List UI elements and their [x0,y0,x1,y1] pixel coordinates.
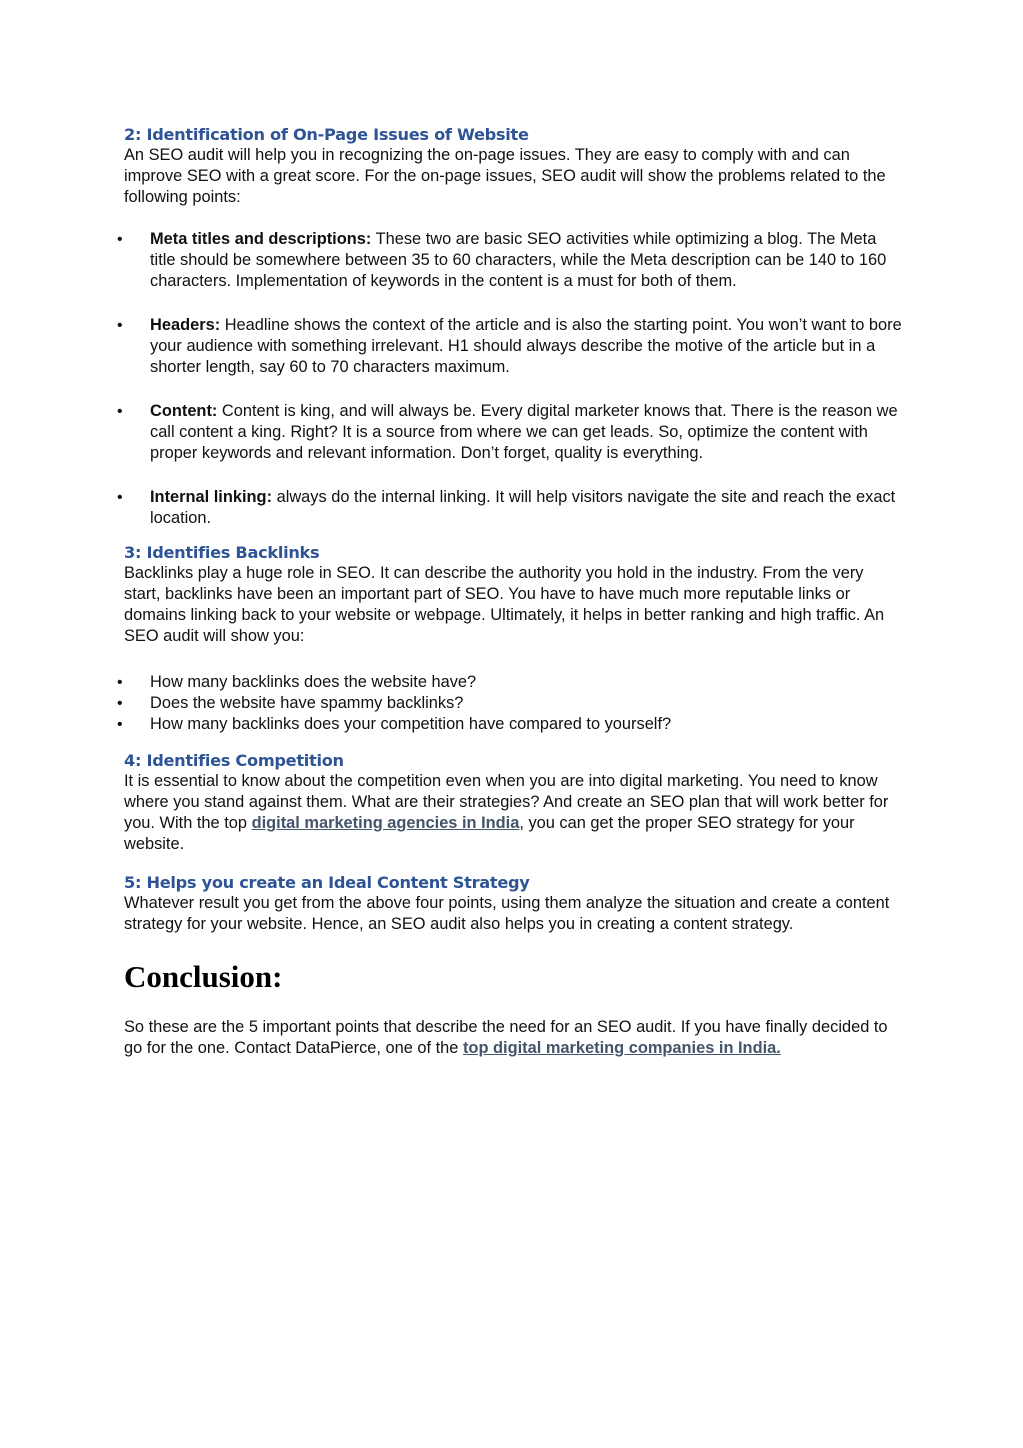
section-5-heading: 5: Helps you create an Ideal Content Strategy [124,873,530,892]
list-item-text: always do the internal linking. It will help visitors navigate the site and reach the exact location. [150,488,896,527]
section-2-list [124,229,904,529]
list-item: • How many backlinks does your competition have compared to yourself? [124,714,904,735]
conclusion-text-before: So these are the 5 important points that describe the need for an SEO audit. If you have finally decided to go for the one. Contact DataPierce, one of the [124,1018,888,1057]
section-3-list [124,672,904,735]
list-item: • Does the website have spammy backlinks? [124,693,904,714]
list-item-term: Meta titles and descriptions: [150,230,372,248]
list-item-text: Content is king, and will always be. Every digital marketer knows that. There is the reason we call content a king. Right? It is a source from where we can get leads. So, optimize the content with proper keywords and relevant information. Don’t forget, quality is everything. [150,402,898,462]
section-3-heading: 3: Identifies Backlinks [124,543,320,562]
list-item-term: Headers: [150,316,221,334]
document-page [124,123,904,1059]
list-item [124,401,904,464]
conclusion-heading: Conclusion: [124,959,283,994]
section-2-intro: An SEO audit will help you in recognizing the on-page issues. They are easy to comply with and can improve SEO with a great score. For the on-page issues, SEO audit will show the problems related to the following points: [124,146,886,206]
section-4-text-before: It is essential to know about the competition even when you are into digital marketing. You need to know where you stand against them. What are their strategies? And create an SEO plan that will work better for you. With the top [124,772,889,832]
section-5-text: Whatever result you get from the above four points, using them analyze the situation and create a content strategy for your website. Hence, an SEO audit also helps you in creating a content strategy. [124,894,890,933]
agencies-link[interactable]: digital marketing agencies in India [251,814,520,832]
companies-link[interactable]: top digital marketing companies in India. [462,1039,781,1057]
list-item-term: Internal linking: [150,488,273,506]
list-item [124,229,904,292]
section-4-text [124,771,904,855]
list-item: • How many backlinks does the website have? [124,672,904,693]
list-item-text: Headline shows the context of the article and is also the starting point. You won’t want to bore your audience with something irrelevant. H1 should always describe the motive of the article but in a shorter length, say 60 to 70 characters maximum. [150,316,902,376]
conclusion-text [124,1017,904,1059]
list-item-text: These two are basic SEO activities while optimizing a blog. The Meta title should be somewhere between 35 to 60 characters, while the Meta description can be 140 to 160 characters. Implementation of keywords in the content is a must for both of them. [150,230,887,290]
section-4-heading: 4: Identifies Competition [124,751,344,770]
list-item-term: Content: [150,402,218,420]
list-item [124,315,904,378]
section-2-heading: 2: Identification of On-Page Issues of Website [124,125,529,144]
list-item [124,487,904,529]
section-4-text-after: , you can get the proper SEO strategy for your website. [124,814,855,853]
section-3-intro: Backlinks play a huge role in SEO. It can describe the authority you hold in the industry. From the very start, backlinks have been an important part of SEO. You have to have much more reputable links or domains linking back to your website or webpage. Ultimately, it helps in better ranking and high traffic. An SEO audit will show you: [124,564,885,645]
